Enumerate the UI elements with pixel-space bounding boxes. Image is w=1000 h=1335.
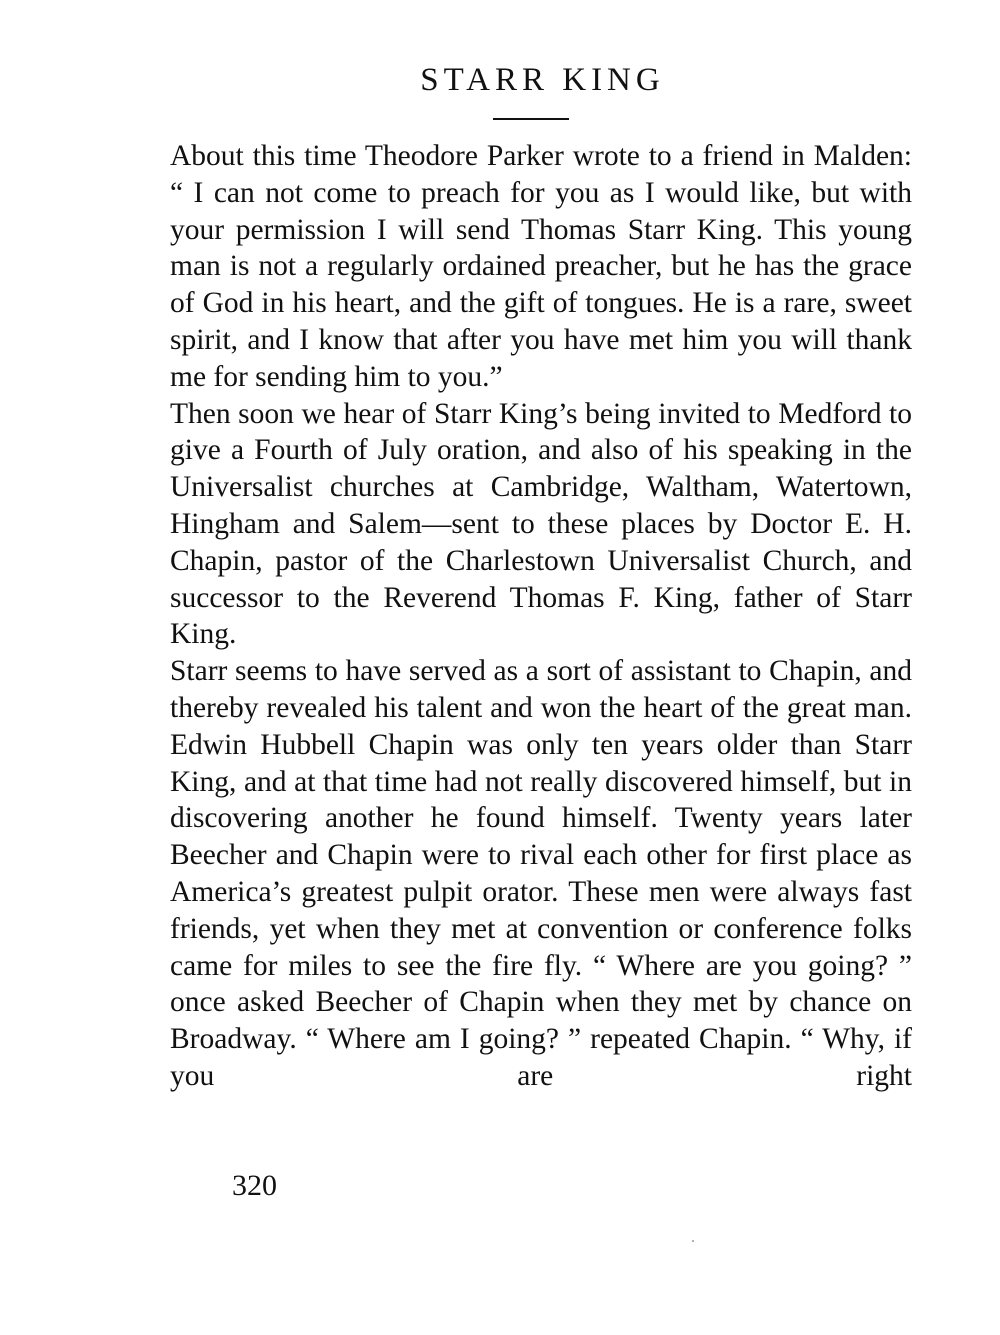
header-rule	[493, 118, 569, 120]
scan-speck	[692, 1240, 694, 1242]
page-number: 320	[232, 1169, 277, 1202]
paragraph-beecher-chapin: Starr seems to have served as a sort of assistant to Chapin, and thereby revealed his talent and won the heart of the great man. Edwin Hubbell Chapin was only ten years older than Starr King, and at that time had not really discovered himself, but in discovering another he found himself. Twenty years later Beecher and Chapin were to rival each other for first place as America’s greatest pulpit orator. These men were always fast friends, yet when they met at convention or conference folks came for miles to see the fire fly. “ Where are you going? ” once asked Beecher of Chapin when they met by chance on Broadway. “ Where am I going? ” repeated Chapin. “ Why, if you are right	[170, 655, 912, 1092]
paragraph-parker-letter: About this time Theodore Parker wrote to a friend in Malden: “ I can not come to preach for you as I would like, but with your permission I will send Thomas Starr King. This young man is not a regularly ordained preacher, but he has the grace of God in his heart, and the gift of tongues. He is a rare, sweet spirit, and I know that after you have met him you will thank me for sending him to you.”	[170, 140, 912, 393]
paragraph-chapin-churches: Then soon we hear of Starr King’s being invited to Medford to give a Fourth of July oration, and also of his speaking in the Universalist churches at Cambridge, Waltham, Watertown, Hingham and Salem—sent to these places by Doctor E. H. Chapin, pastor of the Charlestown Universalist Church, and successor to the Reverend Thomas F. King, father of Starr King.	[170, 397, 912, 651]
body-text	[170, 138, 912, 1095]
running-title: STARR KING	[420, 62, 665, 98]
